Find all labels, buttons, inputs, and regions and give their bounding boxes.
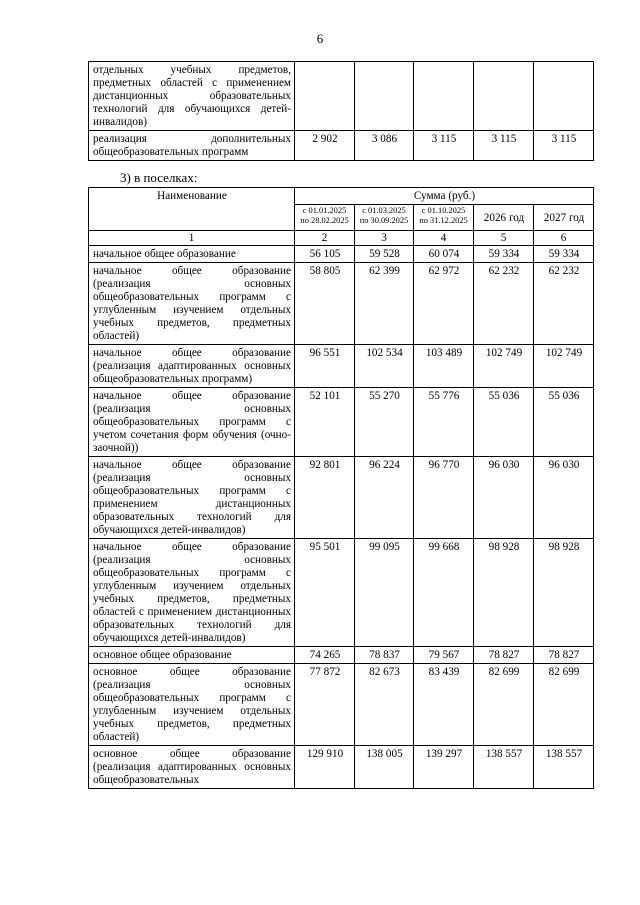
value-cell: 138 557 [474, 746, 534, 789]
value-cell: 59 334 [534, 246, 594, 263]
table-row [89, 246, 594, 263]
header-sum: Сумма (руб.) [295, 188, 594, 205]
table-row [89, 263, 594, 345]
settlements-cost-table [88, 187, 594, 789]
value-cell: 55 270 [355, 388, 414, 457]
value-cell: 77 872 [295, 664, 355, 746]
page-number: 6 [316, 31, 324, 46]
value-cell: 78 827 [474, 647, 534, 664]
row-name-cell: реализация дополнительных общеобразовательных программ [89, 131, 295, 161]
value-cell: 3 115 [474, 131, 534, 161]
table-row [89, 647, 594, 664]
value-cell [474, 62, 534, 131]
table-row [89, 131, 594, 161]
table-row [89, 62, 594, 131]
value-cell: 102 534 [355, 345, 414, 388]
table-row [89, 388, 594, 457]
table-row [89, 664, 594, 746]
value-cell: 98 928 [474, 539, 534, 647]
header-period-3: с 01.10.2025 по 31.12.2025 [414, 205, 474, 231]
row-name-cell: начальное общее образование (реализация адаптированных основных общеобразовательных программ) [89, 345, 295, 388]
section-heading: 3) в поселках: [120, 170, 198, 185]
value-cell: 99 668 [414, 539, 474, 647]
value-cell: 92 801 [295, 457, 355, 539]
value-cell: 102 749 [534, 345, 594, 388]
column-number: 6 [534, 231, 594, 246]
value-cell: 96 030 [534, 457, 594, 539]
value-cell: 62 972 [414, 263, 474, 345]
value-cell: 78 837 [355, 647, 414, 664]
top-table-continuation [88, 61, 594, 161]
value-cell: 3 086 [355, 131, 414, 161]
value-cell [355, 62, 414, 131]
value-cell: 82 699 [474, 664, 534, 746]
value-cell: 52 101 [295, 388, 355, 457]
row-name-cell: начальное общее образование (реализация основных общеобразовательных программ с учетом сочетания форм обучения (очно-заочной)) [89, 388, 295, 457]
header-period-1: с 01.01.2025 по 28.02.2025 [295, 205, 355, 231]
value-cell: 3 115 [534, 131, 594, 161]
value-cell: 102 749 [474, 345, 534, 388]
value-cell: 103 489 [414, 345, 474, 388]
value-cell [414, 62, 474, 131]
value-cell: 82 699 [534, 664, 594, 746]
column-number: 1 [89, 231, 295, 246]
value-cell: 139 297 [414, 746, 474, 789]
row-name-cell: основное общее образование (реализация основных общеобразовательных программ с углубленным изучением отдельных учебных предметов, предметных областей) [89, 664, 295, 746]
value-cell: 129 910 [295, 746, 355, 789]
row-name-cell: начальное общее образование (реализация основных общеобразовательных программ с углубленным изучением отдельных учебных предметов, предметных областей) [89, 263, 295, 345]
value-cell: 138 005 [355, 746, 414, 789]
row-name-cell: отдельных учебных предметов, предметных областей с применением дистанционных образовательных технологий для обучающихся детей-инвалидов) [89, 62, 295, 131]
header-period-2: с 01.03.2025 по 30.09.2025 [355, 205, 414, 231]
table-row [89, 746, 594, 789]
value-cell: 3 115 [414, 131, 474, 161]
table-row [89, 345, 594, 388]
value-cell: 59 528 [355, 246, 414, 263]
header-year-2027: 2027 год [534, 205, 594, 231]
value-cell: 83 439 [414, 664, 474, 746]
value-cell: 78 827 [534, 647, 594, 664]
column-number: 4 [414, 231, 474, 246]
value-cell: 99 095 [355, 539, 414, 647]
row-name-cell: начальное общее образование (реализация основных общеобразовательных программ с применением дистанционных образовательных технологий для обучающихся детей-инвалидов) [89, 457, 295, 539]
row-name-cell: начальное общее образование (реализация основных общеобразовательных программ с углубленным изучением отдельных учебных предметов, предметных областей с применением дистанционных образовательных технологий для обучающихся детей-инвалидов) [89, 539, 295, 647]
value-cell: 98 928 [534, 539, 594, 647]
value-cell [295, 62, 355, 131]
column-number: 3 [355, 231, 414, 246]
value-cell: 74 265 [295, 647, 355, 664]
value-cell [534, 62, 594, 131]
value-cell: 60 074 [414, 246, 474, 263]
column-number: 2 [295, 231, 355, 246]
value-cell: 96 770 [414, 457, 474, 539]
table-row [89, 539, 594, 647]
value-cell: 96 030 [474, 457, 534, 539]
row-name-cell: начальное общее образование [89, 246, 295, 263]
row-name-cell: основное общее образование (реализация адаптированных основных общеобразовательных [89, 746, 295, 789]
header-year-2026: 2026 год [474, 205, 534, 231]
value-cell: 62 232 [534, 263, 594, 345]
value-cell: 138 557 [534, 746, 594, 789]
value-cell: 79 567 [414, 647, 474, 664]
value-cell: 55 776 [414, 388, 474, 457]
value-cell: 55 036 [474, 388, 534, 457]
value-cell: 96 224 [355, 457, 414, 539]
value-cell: 62 399 [355, 263, 414, 345]
value-cell: 96 551 [295, 345, 355, 388]
header-name: Наименование [89, 188, 295, 231]
value-cell: 95 501 [295, 539, 355, 647]
value-cell: 2 902 [295, 131, 355, 161]
table-row [89, 457, 594, 539]
value-cell: 55 036 [534, 388, 594, 457]
row-name-cell: основное общее образование [89, 647, 295, 664]
value-cell: 62 232 [474, 263, 534, 345]
value-cell: 58 805 [295, 263, 355, 345]
column-number: 5 [474, 231, 534, 246]
value-cell: 59 334 [474, 246, 534, 263]
value-cell: 82 673 [355, 664, 414, 746]
value-cell: 56 105 [295, 246, 355, 263]
